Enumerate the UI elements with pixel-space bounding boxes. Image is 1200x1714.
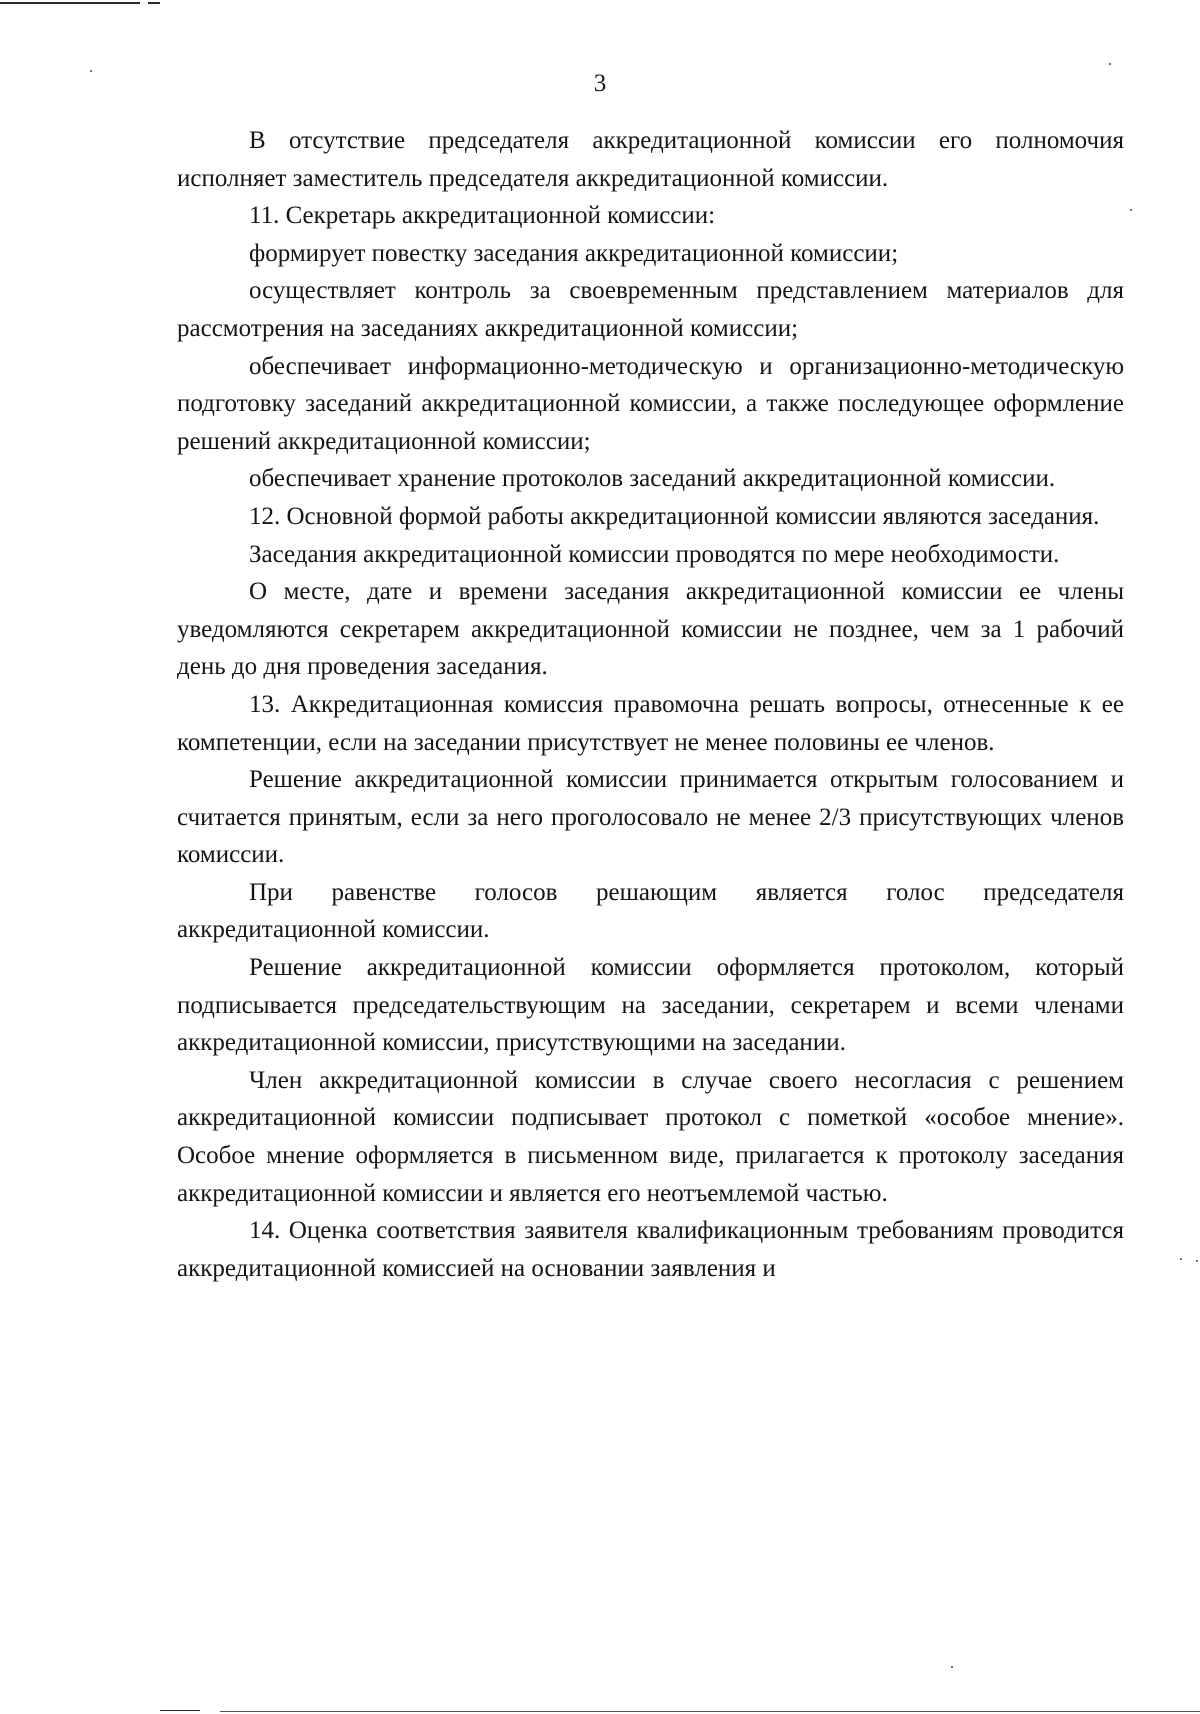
- scan-edge-bottom-left: [160, 1710, 200, 1711]
- paragraph: Заседания аккредитационной комиссии проводятся по мере необходимости.: [249, 540, 1060, 568]
- paragraph: формирует повестку заседания аккредитационной комиссии;: [249, 239, 899, 267]
- paragraph: обеспечивает информационно-методическую и организационно-методическую подготовку заседаний аккредитационной комиссии, а также последующее оформление решений аккредитационной комиссии;: [177, 352, 1124, 455]
- scan-speck: [1130, 209, 1132, 211]
- scan-edge-top-mid: [148, 2, 160, 4]
- paragraph: Член аккредитационной комиссии в случае своего несогласия с решением аккредитационной комиссии подписывает протокол с пометкой «особое мнение». Особое мнение оформляется в письменном виде, прилагается к протоколу заседания аккредитационной комиссии и является его неотъемлемой частью.: [177, 1066, 1124, 1207]
- paragraph: Решение аккредитационной комиссии принимается открытым голосованием и считается принятым, если за него проголосовало не менее 2/3 присутствующих членов комиссии.: [177, 766, 1124, 869]
- scan-edge-bottom-right: [220, 1711, 1200, 1712]
- scan-speck: [1180, 1258, 1182, 1260]
- scan-speck: [1109, 63, 1111, 65]
- paragraph: 12. Основной формой работы аккредитационной комиссии являются заседания.: [249, 502, 1100, 530]
- paragraph: О месте, дате и времени заседания аккредитационной комиссии ее члены уведомляются секретарем аккредитационной комиссии не позднее, чем за 1 рабочий день до дня проведения заседания.: [177, 578, 1124, 681]
- paragraph: осуществляет контроль за своевременным представлением материалов для рассмотрения на заседаниях аккредитационной комиссии;: [177, 277, 1124, 342]
- paragraph: Решение аккредитационной комиссии оформляется протоколом, который подписывается председательствующим на заседании, секретарем и всеми членами аккредитационной комиссии, присутствующими на заседании.: [177, 954, 1124, 1057]
- scan-speck: [1196, 1260, 1198, 1262]
- paragraph: 11. Секретарь аккредитационной комиссии:: [249, 202, 716, 230]
- paragraph: обеспечивает хранение протоколов заседаний аккредитационной комиссии.: [249, 465, 1056, 493]
- paragraph: При равенстве голосов решающим является голос председателя аккредитационной комиссии.: [177, 878, 1124, 944]
- paragraph: В отсутствие председателя аккредитационной комиссии его полномочия исполняет заместитель председателя аккредитационной комиссии.: [177, 127, 1124, 192]
- paragraph: 13. Аккредитационная комиссия правомочна решать вопросы, отнесенные к ее компетенции, если на заседании присутствует не менее половины ее членов.: [177, 690, 1124, 756]
- paragraph: 14. Оценка соответствия заявителя квалификационным требованиям проводится аккредитационной комиссией на основании заявления и: [177, 1217, 1124, 1282]
- scan-edge-top-left: [0, 2, 140, 4]
- page-number: 3: [593, 70, 607, 97]
- scan-speck: [951, 1666, 953, 1668]
- document-body: [177, 122, 1124, 1287]
